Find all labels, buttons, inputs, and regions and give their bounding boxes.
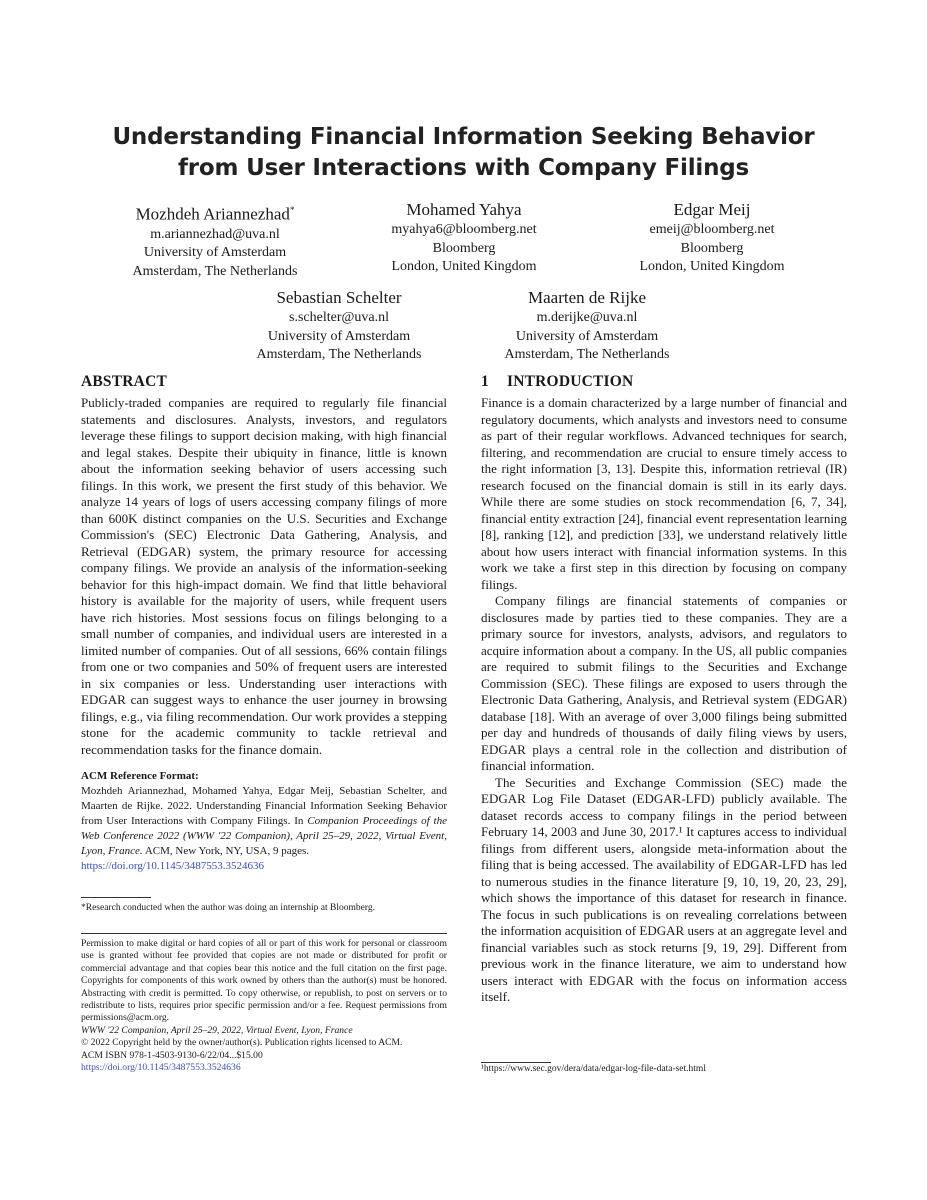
title-line: Understanding Financial Information Seeking Behavior [112,124,815,150]
author-affiliation: University of Amsterdam [267,328,411,344]
acm-reference-heading: ACM Reference Format: [81,770,199,782]
acm-reference-format [81,769,447,874]
permission-text: Permission to make digital or hard copies of all or part of this work for personal or classroom use is granted without fee provided that copies are not made or distributed for profit or commercial advantage and that copies bear this notice and the full citation on the first page. Copyrights for components of this work owned by others than the author(s) must be honored. Abstracting with credit is permitted. To copy otherwise, or republish, to post on servers or to redistribute to lists, requires prior specific permission and/or a fee. Request permissions from permissions@acm.org. [81,938,447,1024]
author-block [344,199,584,277]
author-email[interactable]: m.ariannezhad@uva.nl [150,226,280,242]
author-email[interactable]: myahya6@bloomberg.net [391,222,537,237]
footnote-rule [81,897,151,898]
left-column [81,372,447,874]
permission-doi-link[interactable]: https://doi.org/10.1145/3487553.3524636 [81,1062,241,1074]
author-email[interactable]: m.derijke@uva.nl [536,310,638,325]
intro-paragraph: The Securities and Exchange Commission (SEC) made the EDGAR Log File Dataset (EDGAR-LFD) publicly available. The dataset records access to company filings in the period between February 14, 2003 and June 30, 2017.¹ It captures access to individual filings from different users, alongside meta-information about the filing that is being accessed. The availability of EDGAR-LFD has led to numerous studies in the finance literature [9, 10, 19, 20, 23, 29], which shows the importance of this dataset for research in finance. The focus in such publications is on revealing correlations between the information acquisition of EDGAR users at an aggregate level and financial variables such as stock returns [9, 19, 29]. Different from previous work in the finance literature, we aim to understand how users interact with EDGAR with the focus on information access itself. [481,774,847,1004]
author-block [592,199,832,277]
author-email[interactable]: s.schelter@uva.nl [289,310,389,325]
author-affiliation: Bloomberg [432,240,496,256]
abstract-heading: ABSTRACT [81,373,168,390]
author-location: Amsterdam, The Netherlands [256,347,422,362]
abstract-text: Publicly-traded companies are required to regularly file financial statements and disclosures. Analysts, investors, and regulators leverage these filings to support decision making, with high financial and legal stakes. Despite their ubiquity in finance, little is known about the information seeking behavior of users accessing such filings. In this work, we present the first study of this behavior. We analyze 14 years of logs of users accessing company filings of more than 600K distinct companies on the U.S. Securities and Exchange Commission's (SEC) Electronic Data Gathering, Analysis, and Retrieval (EDGAR) system, the primary resource for accessing company filings. We provide an analysis of the information-seeking behavior for this high-impact domain. We find that little behavioral history is available for the majority of users, while frequent users have rich histories. Most sessions focus on filings belonging to a small number of companies, and individual users are interested in a limited number of companies. Out of all sessions, 66% contain filings from one or two companies and 50% of frequent users are interested in six companies or less. Understanding user interactions with EDGAR can suggest ways to enhance the user journey in browsing filings, e.g., via filing recommendation. Our work provides a stepping stone for the academic community to tackle retrieval and recommendation tasks for the finance domain. [81,395,447,757]
section-title: INTRODUCTION [507,373,634,390]
author-location: London, United Kingdom [639,259,785,274]
paper-title [60,122,867,184]
permission-block [81,938,447,1074]
author-affiliation: University of Amsterdam [143,245,287,261]
author-name: Sebastian Schelter [276,288,402,307]
author-location: Amsterdam, The Netherlands [132,263,298,279]
intro-paragraph: Finance is a domain characterized by a large number of financial and regulatory documents, which analysts and investors need to consume as part of their regular workflows. Advanced techniques for search, filtering, and recommendation are crucial to ensure timely access to the right information [3, 13]. Despite this, information retrieval (IR) research focused on the financial domain is still in its early days. While there are some studies on stock recommendation [6, 7, 34], financial entity extraction [24], financial event representation learning [8], ranking [12], and prediction [33], we understand relatively little about how users interact with financial information systems. In this work we take a first step in this direction by focusing on company filings. [481,395,847,592]
author-name: Maarten de Rijke [527,288,646,307]
permission-rule [81,933,447,934]
author-email[interactable]: emeij@bloomberg.net [649,222,775,237]
author-name: Mohamed Yahya [406,200,522,219]
acm-reference-venue: Companion Proceedings of the Web Conference 2022 (WWW '22 Companion), April 25–29, 2022, Virtual Event, Lyon, France. [81,815,447,857]
copyright-line: © 2022 Copyright held by the owner/author(s). Publication rights licensed to ACM. [81,1037,403,1049]
author-block [95,199,335,281]
acm-reference-pages: ACM, New York, NY, USA, 9 pages. [142,845,310,857]
author-name: Edgar Meij [673,200,751,219]
author-location: London, United Kingdom [391,259,537,274]
section-heading [481,372,847,392]
right-column [481,372,847,1006]
author-location: Amsterdam, The Netherlands [504,347,670,362]
author-affiliation: Bloomberg [680,240,744,256]
author-block [467,287,707,365]
author-footnote: *Research conducted when the author was doing an internship at Bloomberg. [81,903,375,913]
author-block [219,287,459,365]
acm-reference-text: Mozhdeh Ariannezhad, Mohamed Yahya, Edgar Meij, Sebastian Schelter, and Maarten de Rijke. 2022. Understanding Financial Information Seeking Behavior from User Interactions with Company Filings. In [81,785,447,827]
url-footnote[interactable]: ¹https://www.sec.gov/dera/data/edgar-log-file-data-set.html [481,1064,706,1074]
doi-link[interactable]: https://doi.org/10.1145/3487553.3524636 [81,860,265,872]
title-line: from User Interactions with Company Filings [177,155,750,181]
intro-paragraph: Company filings are financial statements of companies or disclosures made by parties tied to these companies. They are a primary source for investors, analysts, advisors, and regulators to acquire information about a company. In the US, all public companies are required to submit filings to the Securities and Exchange Commission (SEC). These filings are exposed to users through the Electronic Data Gathering, Analysis, and Retrieval system (EDGAR) database [18]. With an average of over 3,000 filings being submitted per day and hundreds of thousands of daily filing views by users, EDGAR plays a central role in the collection and distribution of financial information. [481,593,847,773]
author-name: Mozhdeh Ariannezhad [135,204,290,224]
author-mark: * [289,205,295,215]
section-number: 1 [481,373,489,390]
permission-venue: WWW '22 Companion, April 25–29, 2022, Virtual Event, Lyon, France [81,1024,353,1036]
author-affiliation: University of Amsterdam [515,328,659,344]
isbn-line: ACM ISBN 978-1-4503-9130-6/22/04...$15.00 [81,1049,263,1061]
